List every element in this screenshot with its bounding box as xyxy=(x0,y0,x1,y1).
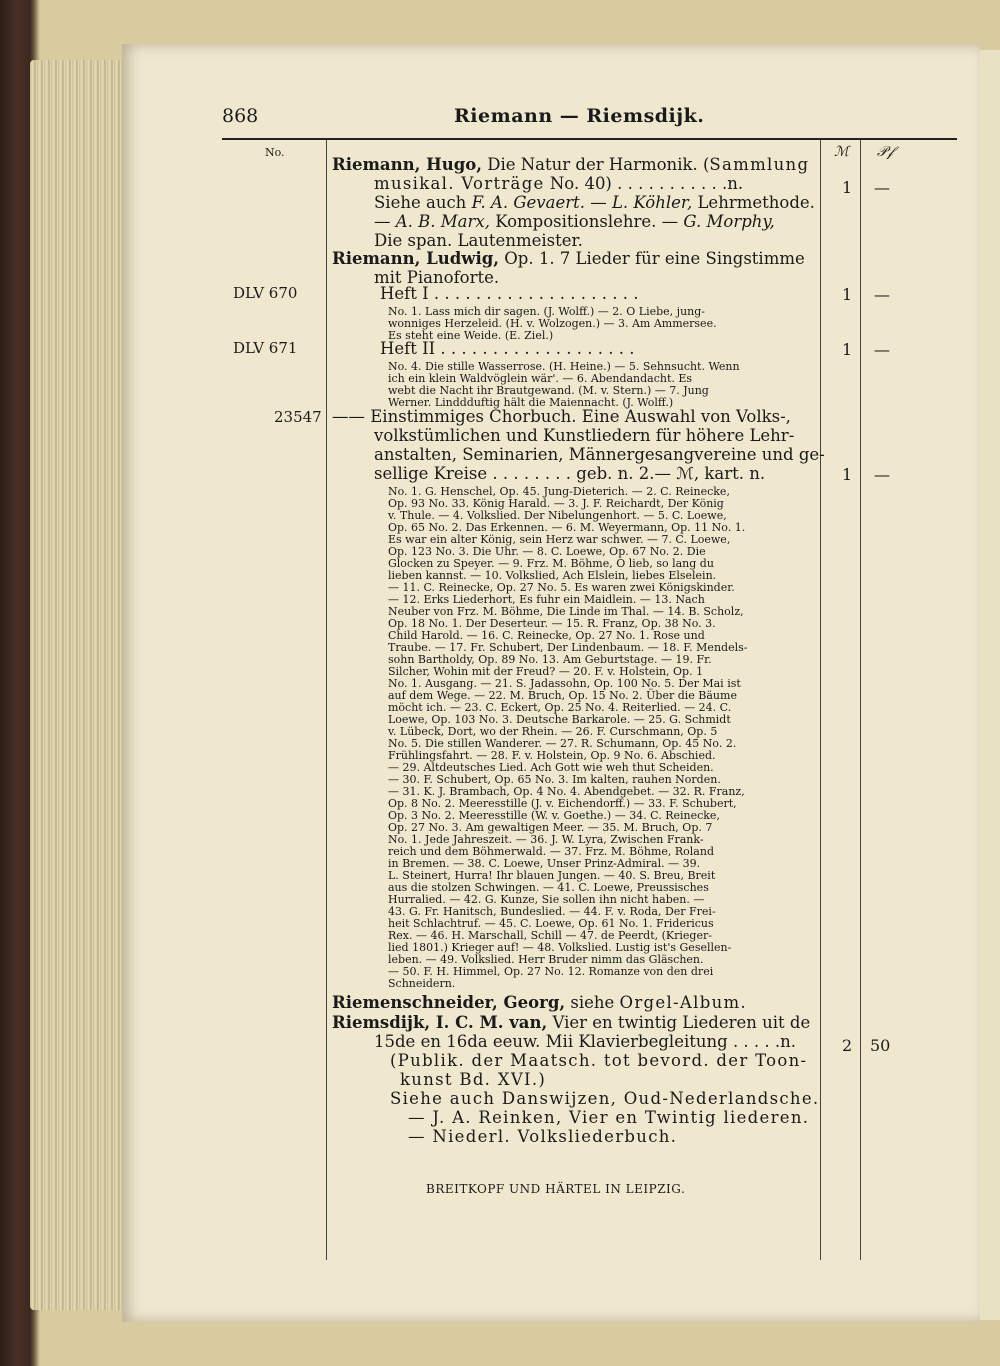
entry-line: mit Pianoforte. xyxy=(374,268,500,287)
order-number: 23547 xyxy=(274,408,322,426)
contents-line: Werner. Linddduftig hält die Maiennacht. (J. Wolff.) xyxy=(388,396,674,409)
entry-line: Die span. Lautenmeister. xyxy=(374,231,583,250)
price-pf: — xyxy=(874,285,890,304)
contents-line: aus die stolzen Schwingen. — 41. C. Loewe, Preussisches xyxy=(388,881,709,894)
contents-line: 43. G. Fr. Hanitsch, Bundeslied. — 44. F. v. Roda, Der Frei- xyxy=(388,905,716,918)
contents-line: Glocken zu Speyer. — 9. Frz. M. Böhme, O lieb, so lang du xyxy=(388,557,714,570)
contents-line: No. 4. Die stille Wasserrose. (H. Heine.) — 5. Sehnsucht. Wenn xyxy=(388,360,740,373)
contents-line: lieben kannst. — 10. Volkslied, Ach Elslein, liebes Elselein. xyxy=(388,569,717,582)
contents-line: — 11. C. Reinecke, Op. 27 No. 5. Es waren zwei Königskinder. xyxy=(388,581,735,594)
contents-line: Traube. — 17. Fr. Schubert, Der Lindenbaum. — 18. F. Mendels- xyxy=(388,641,748,654)
contents-line: Neuber von Frz. M. Böhme, Die Linde im Thal. — 14. B. Scholz, xyxy=(388,605,744,618)
entry-line: — Niederl. Volksliederbuch. xyxy=(408,1127,678,1146)
entry-line: kunst Bd. XVI.) xyxy=(400,1070,547,1089)
entry-line: sellige Kreise . . . . . . . . geb. n. 2.— ℳ, kart. n. xyxy=(374,464,766,483)
contents-line: No. 1. Lass mich dir sagen. (J. Wolff.) — 2. O Liebe, jung- xyxy=(388,305,705,318)
price-pf: 50 xyxy=(870,1036,891,1055)
contents-line: lied 1801.) Krieger auf! — 48. Volkslied. Lustig ist's Gesellen- xyxy=(388,941,732,954)
contents-line: — 29. Altdeutsches Lied. Ach Gott wie weh thut Scheiden. xyxy=(388,761,714,774)
contents-line: — 12. Erks Liederhort, Es fuhr ein Maidlein. — 13. Nach xyxy=(388,593,705,606)
contents-line: wonniges Herzeleid. (H. v. Wolzogen.) — 3. Am Ammersee. xyxy=(388,317,717,330)
entry-line: Riemsdijk, I. C. M. van, Vier en twintig Liederen uit de xyxy=(332,1013,811,1032)
entry-line: Heft II . . . . . . . . . . . . . . . . . . . xyxy=(380,339,635,358)
contents-line: Child Harold. — 16. C. Reinecke, Op. 27 No. 1. Rose und xyxy=(388,629,705,642)
price-mark: 1 xyxy=(842,465,853,484)
contents-line: Rex. — 46. H. Marschall, Schill — 47. de Peerdt, (Krieger- xyxy=(388,929,712,942)
price-mark: 1 xyxy=(842,340,853,359)
contents-line: Op. 123 No. 3. Die Uhr. — 8. C. Loewe, Op. 67 No. 2. Die xyxy=(388,545,706,558)
contents-line: v. Thule. — 4. Volkslied. Der Nibelungenhort. — 5. C. Loewe, xyxy=(388,509,727,522)
contents-line: reich und dem Böhmerwald. — 37. Frz. M. Böhme, Roland xyxy=(388,845,714,858)
price-mark: 1 xyxy=(842,285,853,304)
contents-line: — 30. F. Schubert, Op. 65 No. 3. Im kalten, rauhen Norden. xyxy=(388,773,721,786)
entry-line: — J. A. Reinken, Vier en Twintig liederen. xyxy=(408,1108,810,1127)
entry-line: Heft I . . . . . . . . . . . . . . . . . . . . xyxy=(380,284,639,303)
contents-line: v. Lübeck, Dort, wo der Rhein. — 26. F. Curschmann, Op. 5 xyxy=(388,725,718,738)
contents-line: Op. 27 No. 3. Am gewaltigen Meer. — 35. M. Bruch, Op. 7 xyxy=(388,821,713,834)
price-pf: — xyxy=(874,340,890,359)
contents-line: Op. 3 No. 2. Meeresstille (W. v. Goethe.) — 34. C. Reinecke, xyxy=(388,809,720,822)
contents-line: No. 5. Die stillen Wanderer. — 27. R. Schumann, Op. 45 No. 2. xyxy=(388,737,737,750)
contents-line: Op. 93 No. 33. König Harald. — 3. J. F. Reichardt, Der König xyxy=(388,497,724,510)
catalog-page xyxy=(122,44,980,1322)
contents-line: möcht ich. — 23. C. Eckert, Op. 25 No. 4. Reiterlied. — 24. C. xyxy=(388,701,732,714)
contents-line: webt die Nacht ihr Brautgewand. (M. v. Stern.) — 7. Jung xyxy=(388,384,709,397)
order-number: DLV 671 xyxy=(233,339,298,357)
entry-line: — A. B. Marx, Kompositionslehre. — G. Morphy, xyxy=(374,212,775,231)
price-mark: 2 xyxy=(842,1036,853,1055)
page-number: 868 xyxy=(222,105,259,127)
entry-line: volkstümlichen und Kunstliedern für höhere Lehr- xyxy=(374,426,795,445)
running-head: Riemann — Riemsdijk. xyxy=(454,105,705,127)
entry-line: —— Einstimmiges Chorbuch. Eine Auswahl von Volks-, xyxy=(332,407,791,426)
contents-line: heit Schlachtruf. — 45. C. Loewe, Op. 61 No. 1. Fridericus xyxy=(388,917,714,930)
entry-line: Riemenschneider, Georg, siehe Orgel-Album. xyxy=(332,993,747,1012)
contents-line: in Bremen. — 38. C. Loewe, Unser Prinz-Admiral. — 39. xyxy=(388,857,701,870)
publisher-footer: BREITKOPF UND HÄRTEL IN LEIPZIG. xyxy=(426,1182,686,1196)
contents-line: leben. — 49. Volkslied. Herr Bruder nimm das Gläschen. xyxy=(388,953,704,966)
contents-line: No. 1. Jede Jahreszeit. — 36. J. W. Lyra, Zwischen Frank- xyxy=(388,833,704,846)
contents-line: sohn Bartholdy, Op. 89 No. 13. Am Geburtstage. — 19. Fr. xyxy=(388,653,712,666)
entry-line: Riemann, Ludwig, Op. 1. 7 Lieder für eine Singstimme xyxy=(332,249,805,268)
contents-line: Op. 65 No. 2. Das Erkennen. — 6. M. Weyermann, Op. 11 No. 1. xyxy=(388,521,746,534)
entry-line: Riemann, Hugo, Die Natur der Harmonik. (Sammlung xyxy=(332,155,810,174)
column-divider-no xyxy=(326,140,327,1260)
column-header-no: No. xyxy=(265,146,285,159)
column-header-mark: ℳ xyxy=(834,144,849,160)
entry-line: musikal. Vorträge No. 40) . . . . . . . . . . .n. xyxy=(374,174,744,193)
contents-line: Op. 8 No. 2. Meeresstille (J. v. Eichendorff.) — 33. F. Schubert, xyxy=(388,797,737,810)
entry-line: Siehe auch F. A. Gevaert. — L. Köhler, Lehrmethode. xyxy=(374,193,815,212)
order-number: DLV 670 xyxy=(233,284,298,302)
contents-line: Hurralied. — 42. G. Kunze, Sie sollen ihn nicht haben. — xyxy=(388,893,705,906)
contents-line: auf dem Wege. — 22. M. Bruch, Op. 15 No. 2. Über die Bäume xyxy=(388,689,737,702)
contents-line: L. Steinert, Hurra! Ihr blauen Jungen. — 40. S. Breu, Breit xyxy=(388,869,716,882)
column-divider-pf xyxy=(860,140,861,1260)
contents-line: — 50. F. H. Himmel, Op. 27 No. 12. Romanze von den drei xyxy=(388,965,714,978)
contents-line: ich ein klein Waldvöglein wär'. — 6. Abendandacht. Es xyxy=(388,372,693,385)
price-pf: — xyxy=(874,178,890,197)
contents-line: — 31. K. J. Brambach, Op. 4 No. 4. Abendgebet. — 32. R. Franz, xyxy=(388,785,745,798)
column-header-pf: 𝒫𝒻 xyxy=(877,144,894,160)
contents-line: Es steht eine Weide. (E. Ziel.) xyxy=(388,329,554,342)
price-pf: — xyxy=(874,465,890,484)
entry-line: anstalten, Seminarien, Männergesangvereine und ge- xyxy=(374,445,825,464)
contents-line: Schneidern. xyxy=(388,977,456,990)
entry-line: (Publik. der Maatsch. tot bevord. der Toon- xyxy=(390,1051,808,1070)
entry-line: 15de en 16da eeuw. Mii Klavierbegleitung . . . . .n. xyxy=(374,1032,797,1051)
contents-line: No. 1. Ausgang. — 21. S. Jadassohn, Op. 100 No. 5. Der Mai ist xyxy=(388,677,741,690)
contents-line: Silcher, Wohin mit der Freud? — 20. F. v. Holstein, Op. 1 xyxy=(388,665,704,678)
contents-line: Op. 18 No. 1. Der Deserteur. — 15. R. Franz, Op. 38 No. 3. xyxy=(388,617,716,630)
header-rule xyxy=(222,138,957,140)
contents-line: Loewe, Op. 103 No. 3. Deutsche Barkarole. — 25. G. Schmidt xyxy=(388,713,731,726)
price-mark: 1 xyxy=(842,178,853,197)
entry-line: Siehe auch Danswijzen, Oud-Nederlandsche. xyxy=(390,1089,820,1108)
column-divider-mark xyxy=(820,140,821,1260)
contents-line: No. 1. G. Henschel, Op. 45. Jung-Dieterich. — 2. C. Reinecke, xyxy=(388,485,730,498)
contents-line: Frühlingsfahrt. — 28. F. v. Holstein, Op. 9 No. 6. Abschied. xyxy=(388,749,716,762)
contents-line: Es war ein alter König, sein Herz war schwer. — 7. C. Loewe, xyxy=(388,533,731,546)
